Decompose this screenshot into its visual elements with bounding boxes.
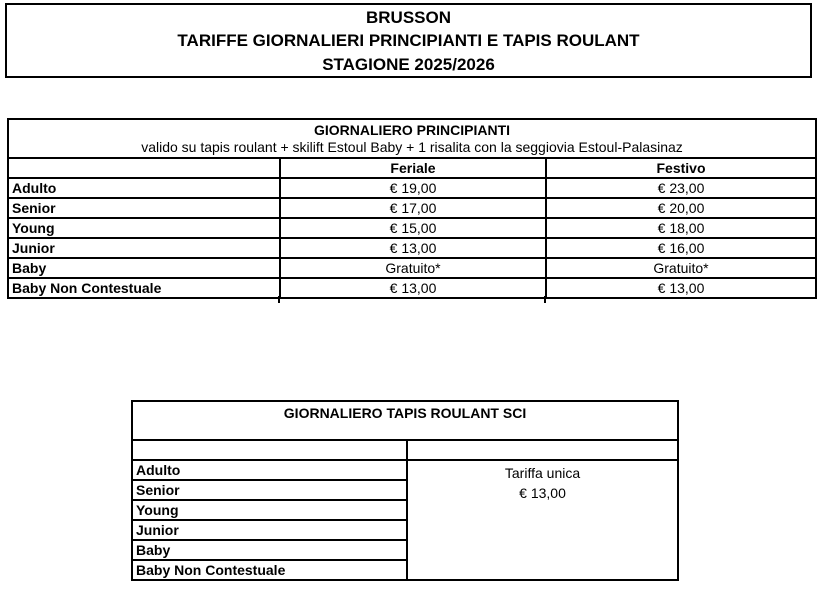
price-feriale: € 19,00 [280,178,546,198]
unified-price-cell [407,460,678,580]
table-row [8,119,816,158]
principianti-price-table [7,118,817,299]
price-feriale: € 15,00 [280,218,546,238]
row-label: Senior [132,480,407,500]
price-festivo: € 23,00 [546,178,816,198]
price-value: € 13,00 [519,485,566,501]
price-feriale: € 13,00 [280,278,546,298]
price-festivo: Gratuito* [546,258,816,278]
row-label: Baby [8,258,280,278]
table-row [132,401,678,440]
season-label: STAGIONE 2025/2026 [322,54,495,74]
price-festivo: € 18,00 [546,218,816,238]
table-row [8,278,816,298]
table-row [8,238,816,258]
table-row [8,198,816,218]
row-label: Senior [8,198,280,218]
empty-cell [132,440,407,460]
empty-corner-cell [8,158,280,178]
row-label: Young [8,218,280,238]
price-label: Tariffa unica [504,465,581,481]
tapis-roulant-table-title: GIORNALIERO TAPIS ROULANT SCI [132,401,678,440]
table-border-stub [278,296,280,303]
row-label: Junior [8,238,280,258]
price-festivo: € 20,00 [546,198,816,218]
row-label: Young [132,500,407,520]
table-row [132,460,678,480]
principianti-table-title: GIORNALIERO PRINCIPIANTI [314,122,511,138]
principianti-table-subtitle: valido su tapis roulant + skilift Estoul Baby + 1 risalita con la seggiovia Estoul-Palasinaz [141,139,683,155]
row-label: Baby [132,540,407,560]
empty-cell [407,440,678,460]
table-row [8,218,816,238]
document-title: TARIFFE GIORNALIERI PRINCIPIANTI E TAPIS ROULANT [177,31,640,51]
table-row [8,178,816,198]
row-label: Junior [132,520,407,540]
row-label: Adulto [8,178,280,198]
row-label: Adulto [132,460,407,480]
resort-name: BRUSSON [365,8,451,27]
table-row [132,440,678,460]
price-feriale: Gratuito* [280,258,546,278]
price-festivo: € 16,00 [546,238,816,258]
document-header-box [5,3,812,78]
column-header-feriale: Feriale [280,158,546,178]
price-feriale: € 17,00 [280,198,546,218]
table-row [8,258,816,278]
tapis-roulant-price-table [131,400,679,581]
principianti-table-header-cell [8,119,816,158]
price-festivo: € 13,00 [546,278,816,298]
price-feriale: € 13,00 [280,238,546,258]
row-label: Baby Non Contestuale [8,278,280,298]
table-row [8,158,816,178]
column-header-festivo: Festivo [546,158,816,178]
table-border-stub [544,296,546,303]
row-label: Baby Non Contestuale [132,560,407,580]
